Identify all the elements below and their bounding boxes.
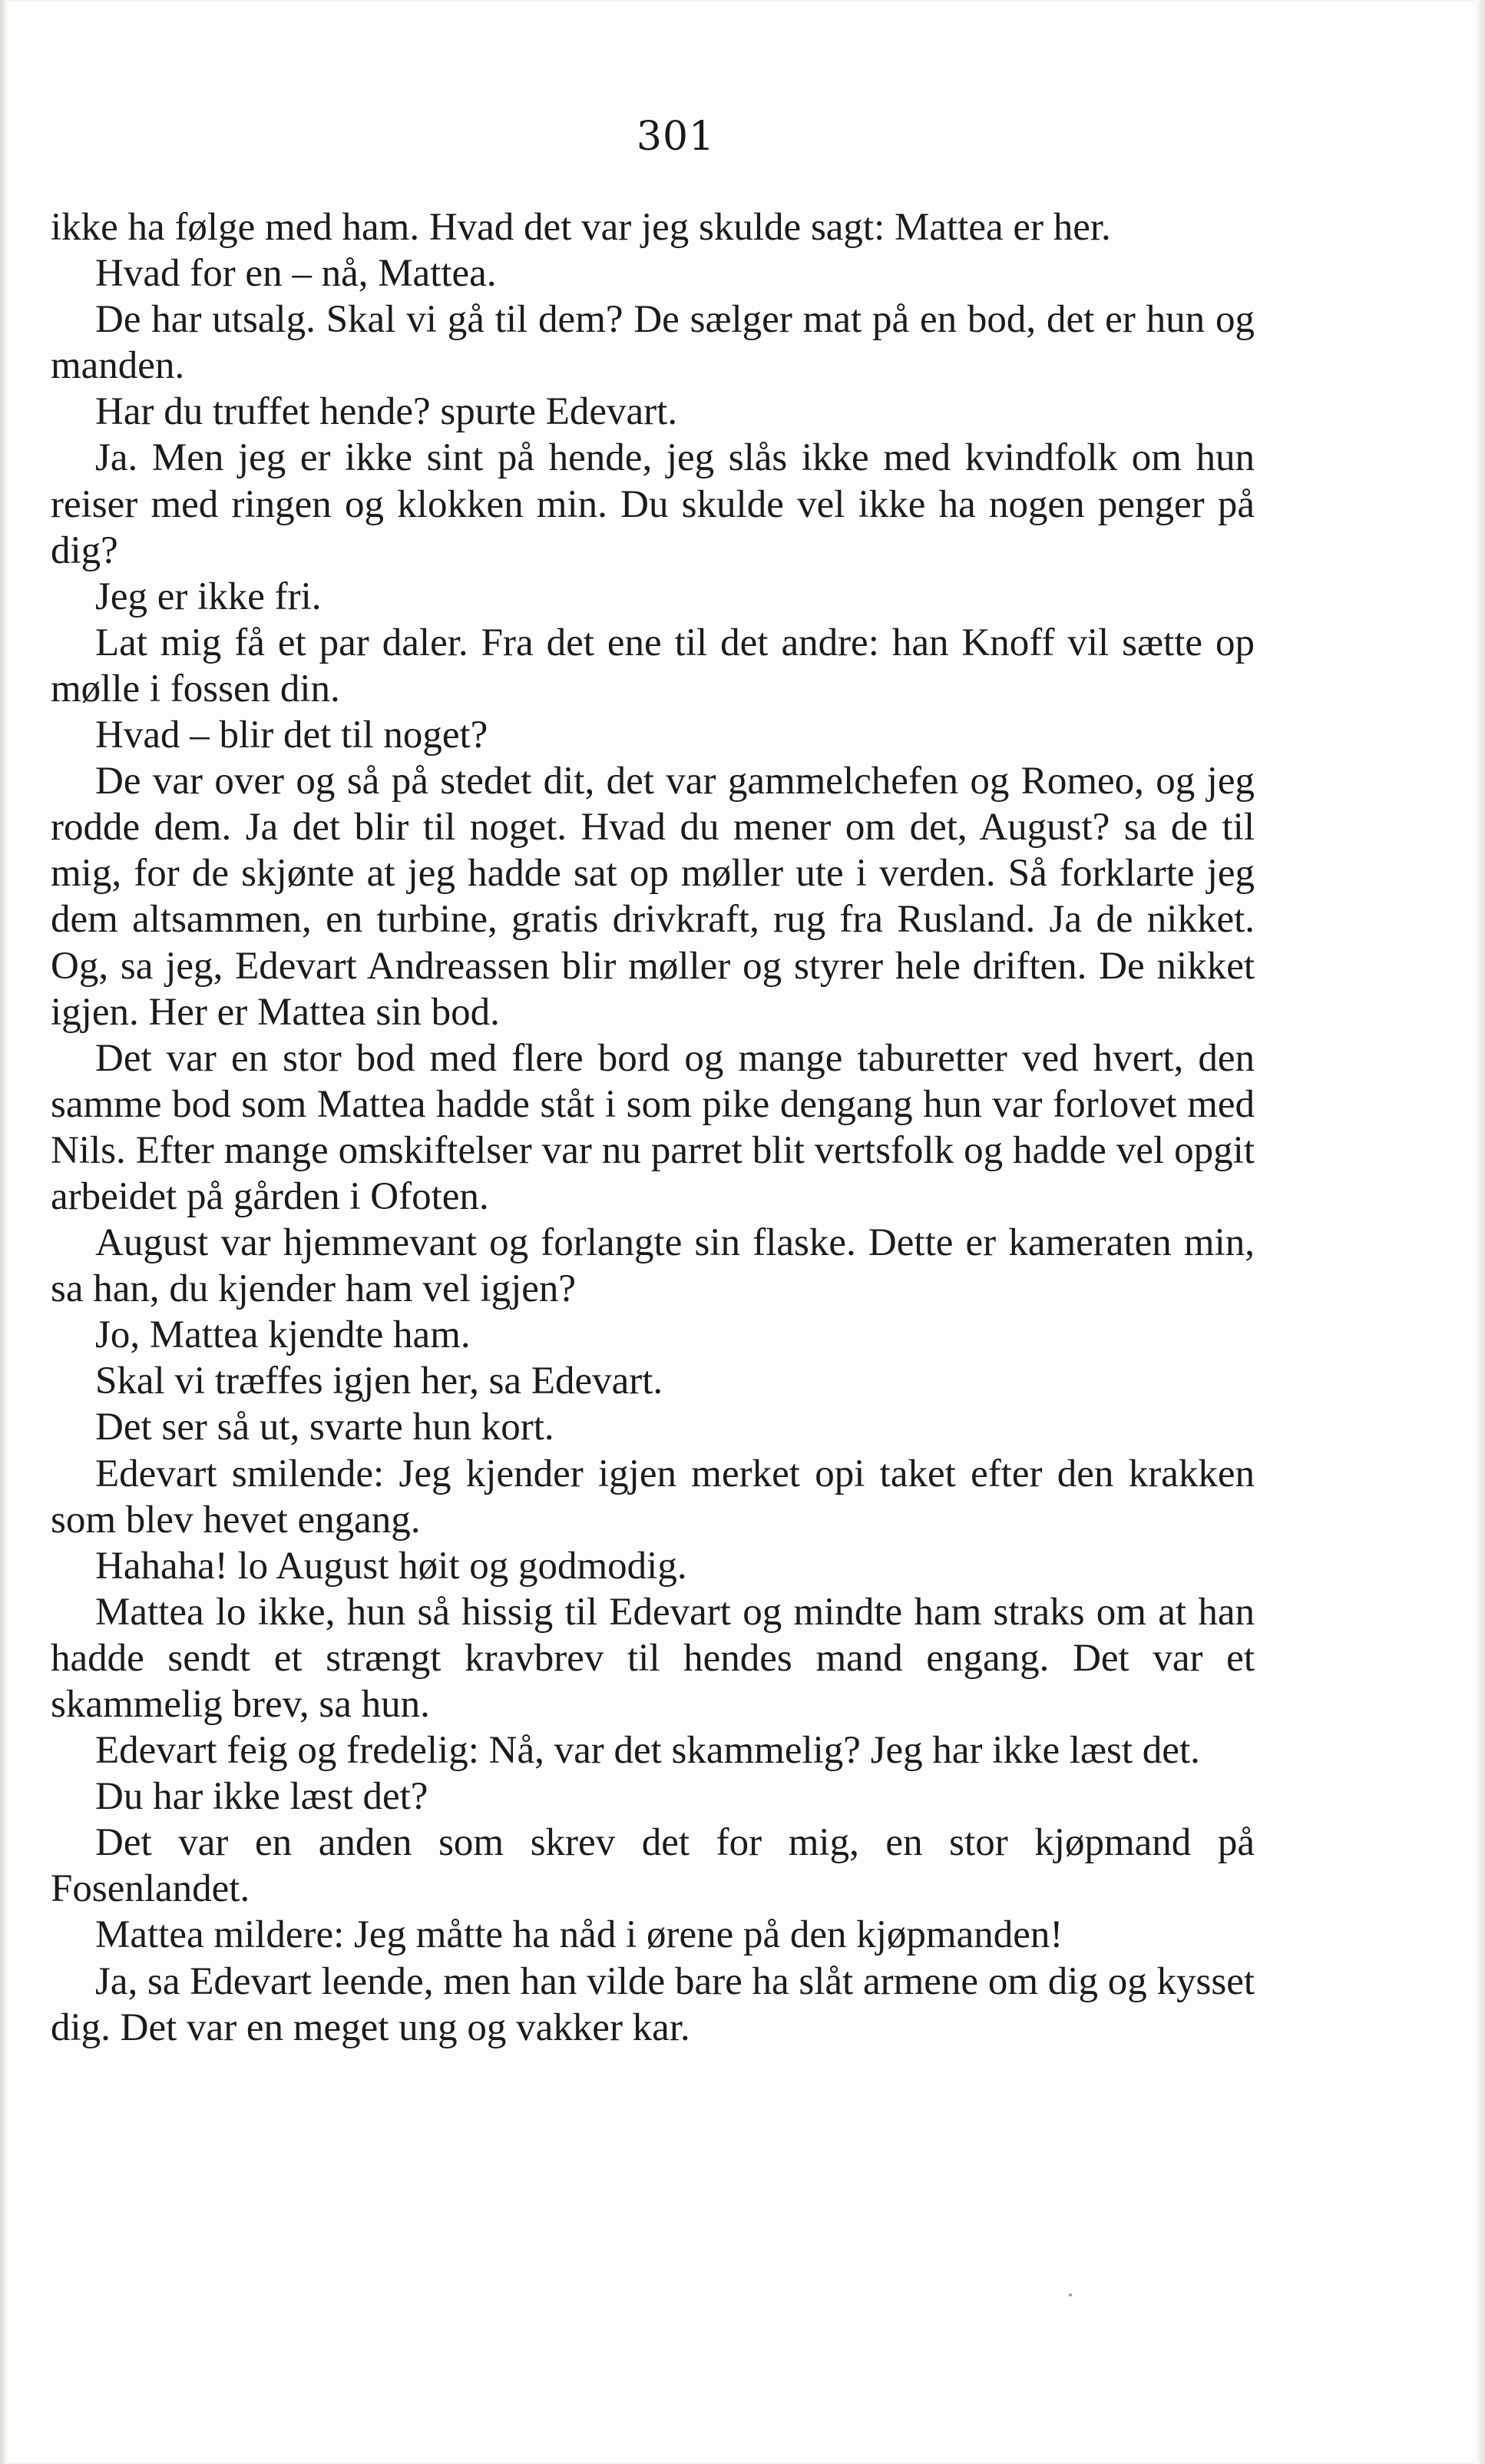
body-text: [51, 204, 1255, 2051]
page-number: 301: [636, 114, 716, 160]
paragraph: Edevart feig og fredelig: Nå, var det skammelig? Jeg har ikke læst det.: [95, 1729, 1200, 1773]
paragraph: Skal vi træffes igjen her, sa Edevart.: [95, 1360, 663, 1403]
paragraph: Har du truffet hende? spurte Edevart.: [95, 390, 678, 434]
paragraph: Hvad – blir det til noget?: [95, 714, 488, 757]
paragraph: ikke ha følge med ham. Hvad det var jeg skulde sagt: Mattea er her.: [51, 206, 1111, 249]
paragraph: Det var en anden som skrev det for mig, en stor kjøpmand på Fosenlandet.: [51, 1821, 1255, 1911]
paragraph: De har utsalg. Skal vi gå til dem? De sælger mat på en bod, det er hun og manden.: [51, 298, 1255, 388]
paragraph: Hahaha! lo August høit og godmodig.: [95, 1544, 687, 1588]
paragraph: Ja. Men jeg er ikke sint på hende, jeg slås ikke med kvindfolk om hun reiser med ringen og klokken min. Du skulde vel ikke ha nogen penger på dig?: [51, 436, 1255, 572]
paragraph: Jo, Mattea kjendte ham.: [95, 1313, 471, 1357]
paragraph: Lat mig få et par daler. Fra det ene til det andre: han Knoff vil sætte op mølle i fossen din.: [51, 621, 1255, 710]
paragraph: Ja, sa Edevart leende, men han vilde bare ha slåt armene om dig og kysset dig. Det var en meget ung og vakker kar.: [51, 1959, 1255, 2049]
paper-speck: [1069, 2293, 1072, 2297]
paragraph: Hvad for en – nå, Mattea.: [95, 252, 497, 296]
paragraph: Det var en stor bod med flere bord og mange taburetter ved hvert, den samme bod som Mattea hadde ståt i som pike dengang hun var forlovet med Nils. Efter mange omskiftelser var nu parret blit vertsfolk og hadde vel opgit arbeidet på gården i Ofoten.: [51, 1036, 1255, 1218]
paragraph: Edevart smilende: Jeg kjender igjen merket opi taket efter den krakken som blev hevet engang.: [51, 1452, 1255, 1542]
paragraph: De var over og så på stedet dit, det var gammelchefen og Romeo, og jeg rodde dem. Ja det blir til noget. Hvad du mener om det, August? sa de til mig, for de skjønte at jeg hadde sat op møller ute i verden. Så forklarte jeg dem altsammen, en turbine, gratis drivkraft, rug fra Rusland. Ja de nikket. Og, sa jeg, Edevart Andreassen blir møller og styrer hele driften. De nikket igjen. Her er Mattea sin bod.: [51, 760, 1255, 1034]
paragraph: Jeg er ikke fri.: [95, 575, 322, 618]
paragraph: Du har ikke læst det?: [95, 1775, 428, 1819]
paragraph: August var hjemmevant og forlangte sin flaske. Dette er kameraten min, sa han, du kjender ham vel igjen?: [51, 1221, 1255, 1311]
paragraph: Mattea lo ikke, hun så hissig til Edevart og mindte ham straks om at han hadde sendt et strængt kravbrev til hendes mand engang. Det var et skammelig brev, sa hun.: [51, 1590, 1255, 1726]
paragraph: Det ser så ut, svarte hun kort.: [95, 1406, 554, 1449]
paragraph: Mattea mildere: Jeg måtte ha nåd i ørene på den kjøpmanden!: [95, 1913, 1063, 1957]
